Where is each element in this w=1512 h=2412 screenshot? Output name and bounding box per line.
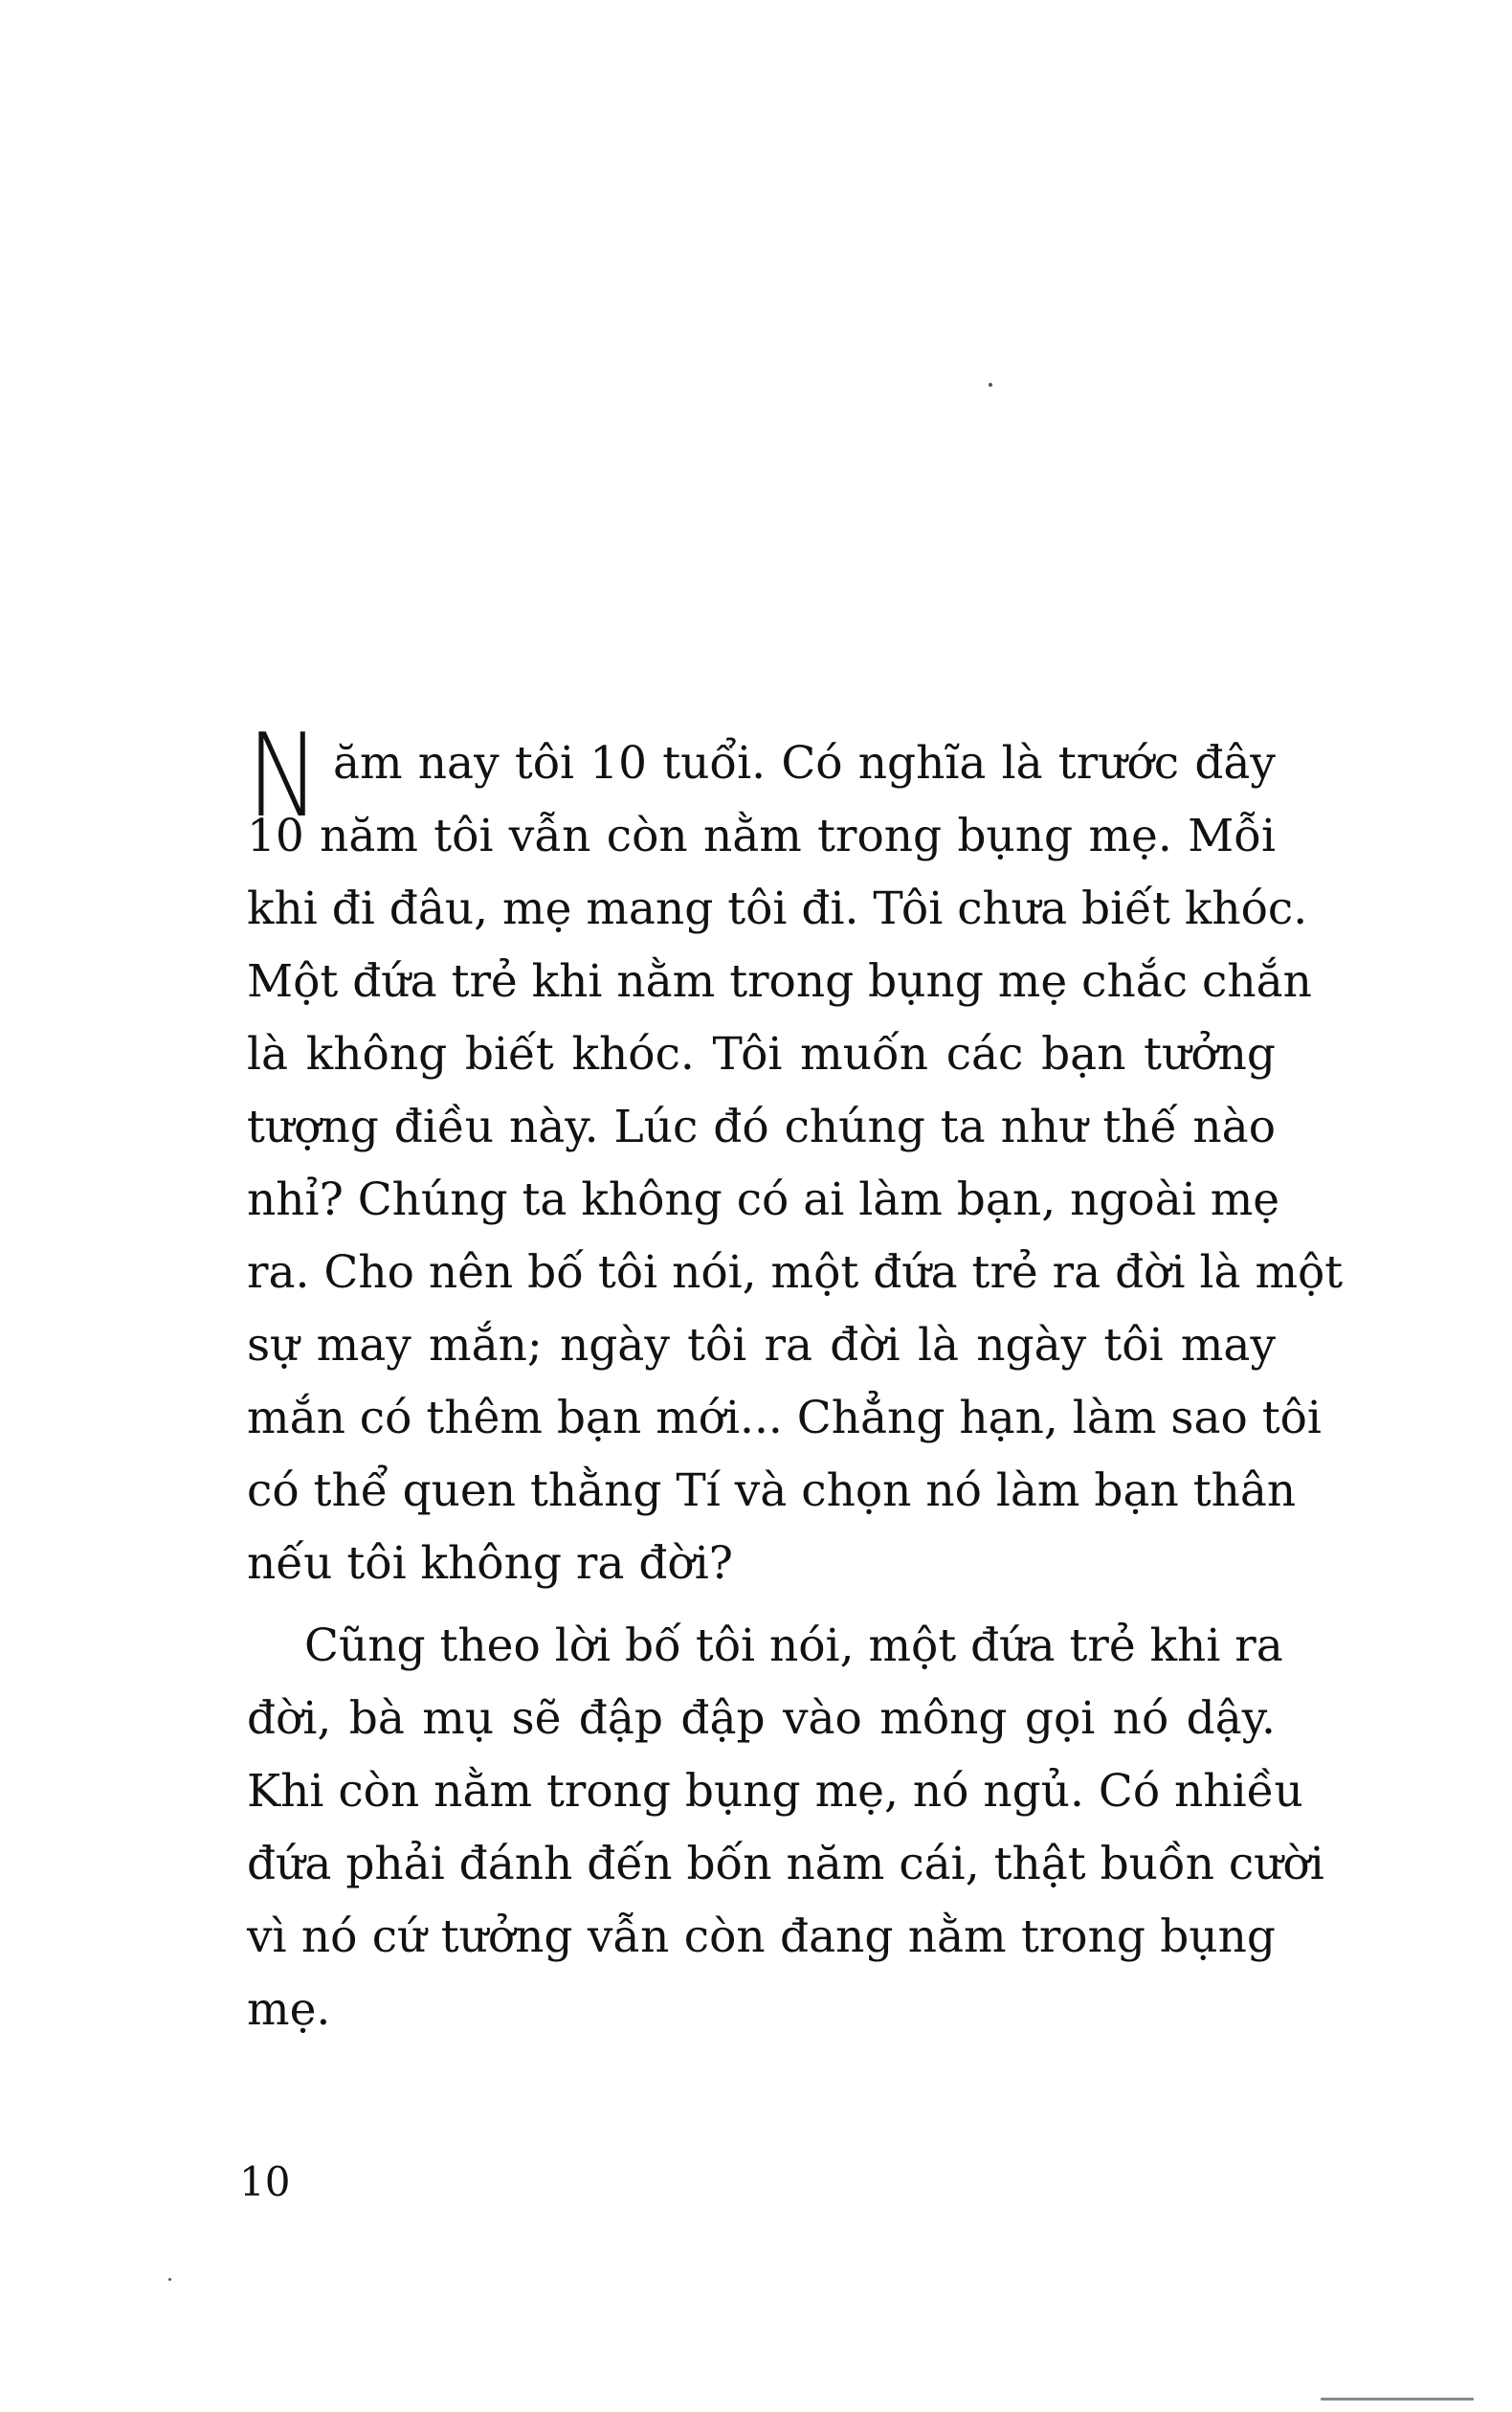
text-line: mắn có thêm bạn mới... Chẳng hạn, làm sao tôi: [247, 1392, 1322, 1444]
text-line: khi đi đâu, mẹ mang tôi đi. Tôi chưa biết khóc.: [247, 882, 1308, 935]
text-line: là không biết khóc. Tôi muốn các bạn tưởng: [247, 1028, 1276, 1081]
text-line: ra. Cho nên bố tôi nói, một đứa trẻ ra đời là một: [247, 1246, 1344, 1299]
text-line: đứa phải đánh đến bốn năm cái, thật buồn cười: [247, 1838, 1324, 1890]
body-text: [247, 710, 1344, 2046]
text-line: có thể quen thằng Tí và chọn nó làm bạn thân: [247, 1464, 1297, 1517]
text-line: ăm nay tôi 10 tuổi. Có nghĩa là trước đây: [333, 737, 1276, 790]
text-line: nếu tôi không ra đời?: [247, 1537, 733, 1590]
text-line: Khi còn nằm trong bụng mẹ, nó ngủ. Có nhiều: [247, 1765, 1303, 1818]
text-line: vì nó cứ tưởng vẫn còn đang nằm trong bụng: [247, 1910, 1276, 1963]
text-line: nhỉ? Chúng ta không có ai làm bạn, ngoài mẹ: [247, 1173, 1280, 1226]
paragraph-2: [247, 1610, 1324, 2046]
text-line: tượng điều này. Lúc đó chúng ta như thế nào: [247, 1101, 1276, 1153]
scan-speck: [989, 383, 992, 387]
text-line: 10 năm tôi vẫn còn nằm trong bụng mẹ. Mỗi: [247, 810, 1276, 862]
text-line: Một đứa trẻ khi nằm trong bụng mẹ chắc chắn: [247, 955, 1312, 1008]
page-number: 10: [239, 2158, 291, 2205]
paragraph-1: [247, 710, 1344, 1600]
drop-cap: N: [247, 710, 321, 843]
text-line: đời, bà mụ sẽ đập đập vào mông gọi nó dậy.: [247, 1692, 1276, 1745]
text-line: mẹ.: [247, 1983, 331, 2036]
text-line: sự may mắn; ngày tôi ra đời là ngày tôi may: [247, 1319, 1276, 1372]
scan-speck: [1321, 2398, 1474, 2401]
scan-speck: [168, 2278, 171, 2281]
text-line: Cũng theo lời bố tôi nói, một đứa trẻ khi ra: [304, 1619, 1283, 1672]
